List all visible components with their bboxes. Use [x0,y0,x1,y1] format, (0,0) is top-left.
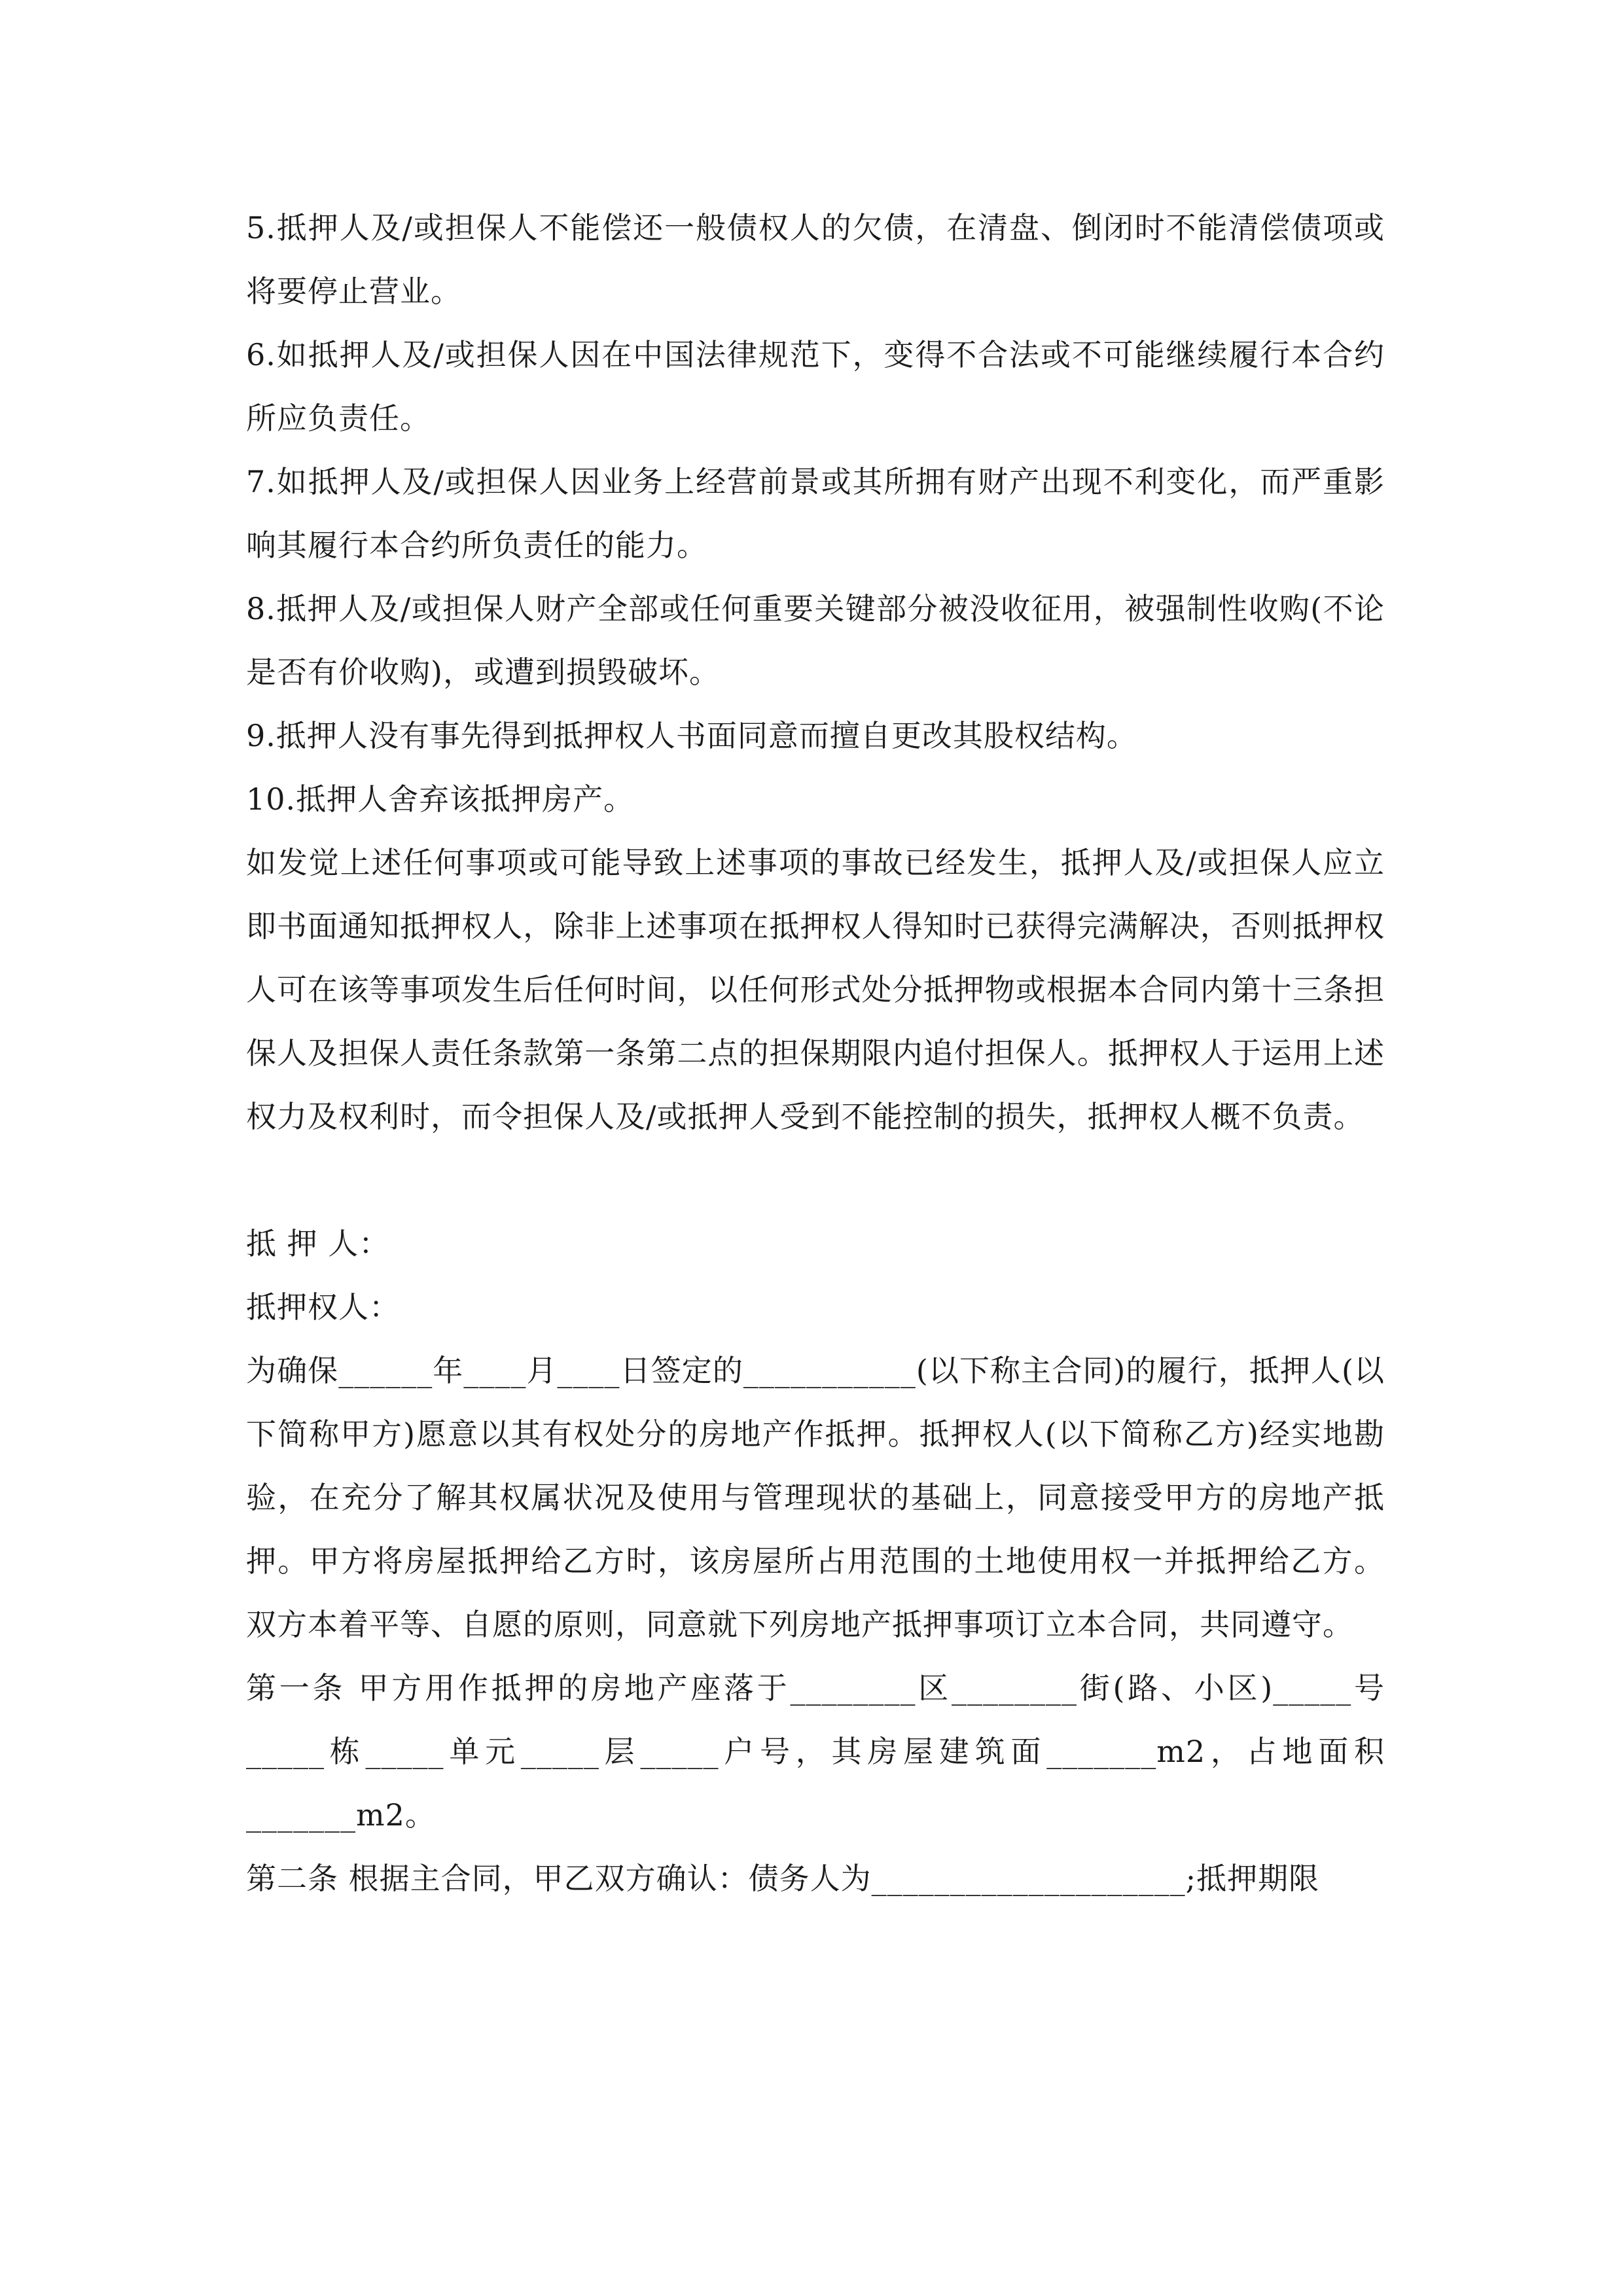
clause-5: 5.抵押人及/或担保人不能偿还一般债权人的欠债，在清盘、倒闭时不能清偿债项或将要停止营业。 [246,210,1385,309]
clause-7: 7.如抵押人及/或担保人因业务上经营前景或其所拥有财产出现不利变化，而严重影响其履行本合约所负责任的能力。 [246,464,1385,563]
clause-6: 6.如抵押人及/或担保人因在中国法律规范下，变得不合法或不可能继续履行本合约所应负责任。 [246,337,1385,436]
clause-8: 8.抵押人及/或担保人财产全部或任何重要关键部分被没收征用，被强制性收购(不论是否有价收购)，或遭到损毁破坏。 [246,591,1385,690]
party-mortgagee-label: 抵押权人： [246,1289,400,1325]
notification-paragraph: 如发觉上述任何事项或可能导致上述事项的事故已经发生，抵押人及/或担保人应立即书面通知抵押权人，除非上述事项在抵押权人得知时已获得完满解决，否则抵押权人可在该等事项发生后任何时间，以任何形式处分抵押物或根据本合同内第十三条担保人及担保人责任条款第一条第二点的担保期限内追付担保人。抵押权人于运用上述权力及权利时，而令担保人及/或抵押人受到不能控制的损失，抵押权人概不负责。 [246,845,1385,1134]
document-body [246,196,1385,1910]
clause-10: 10.抵押人舍弃该抵押房产。 [246,781,635,817]
article-1: 第一条 甲方用作抵押的房地产座落于________区________街(路、小区)_____号_____栋_____单元_____层_____户号，其房屋建筑面_______m2，占地面积_______m2。 [246,1670,1385,1833]
clause-9: 9.抵押人没有事先得到抵押权人书面同意而擅自更改其股权结构。 [246,718,1137,753]
section-spacer [246,1149,1385,1212]
party-mortgagor-label: 抵 押 人： [246,1226,390,1261]
article-2: 第二条 根据主合同，甲乙双方确认：债务人为____________________;抵押期限 [246,1861,1320,1896]
preamble-paragraph: 为确保______年____月____日签定的___________(以下称主合同)的履行，抵押人(以下简称甲方)愿意以其有权处分的房地产作抵押。抵押权人(以下简称乙方)经实地勘验，在充分了解其权属状况及使用与管理现状的基础上，同意接受甲方的房地产抵押。甲方将房屋抵押给乙方时，该房屋所占用范围的土地使用权一并抵押给乙方。 双方本着平等、自愿的原则，同意就下列房地产抵押事项订立本合同，共同遵守。 [246,1353,1385,1642]
